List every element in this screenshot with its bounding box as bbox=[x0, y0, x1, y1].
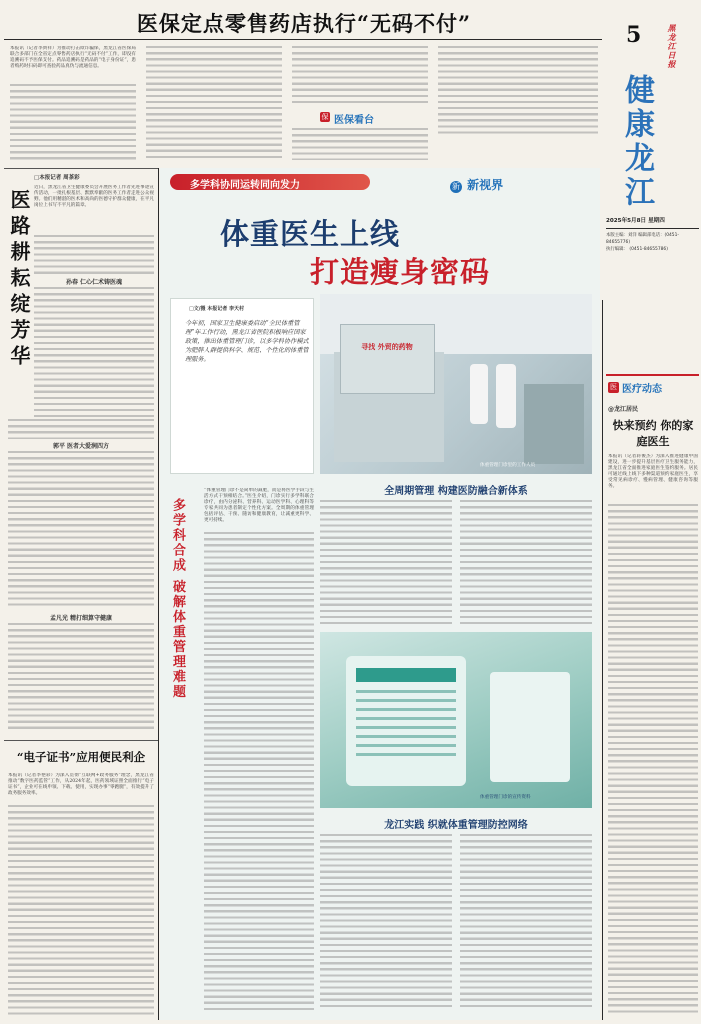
feature-side-title: 多学科合成 破解体重管理难题 bbox=[170, 498, 185, 700]
feature-body: “体重管理门诊不是简单的减肥，而是将医学手段与生活方式干预相结合。”医生介绍，门诊实行多学科联合诊疗，由内分泌科、营养科、运动医学科、心理科等专家共同为患者制定个性化方案。全周期的体重管理包括评估、干预、随访和健康教育，让减重更科学、更可持续。 bbox=[204, 488, 314, 524]
family-doctor-headline: 快来预约 你的家庭医生 bbox=[612, 419, 694, 448]
page-number: 5 bbox=[626, 22, 642, 48]
left-feature bbox=[4, 168, 158, 738]
family-doctor-body: 本报讯（记者蒋俊杰）为深入推进健康中国建设，进一步提升基层医疗卫生服务能力，黑龙江省全面推进家庭医生签约服务。居民可通过线上线下多种渠道预约家庭医生，享受常见病诊疗、慢病管理、健康咨询等服务。 bbox=[608, 454, 698, 490]
feature-brand: 新 新视界 bbox=[452, 178, 504, 192]
feature-kicker: 多学科协同运转同向发力 bbox=[170, 174, 370, 190]
masthead bbox=[604, 0, 701, 300]
feature-section1-title: 全周期管理 构建医防融合新体系 bbox=[384, 486, 528, 497]
feature-intro-box bbox=[170, 298, 314, 474]
e-certificate-story bbox=[4, 740, 158, 1020]
feature-intro: 今年初，国家卫生健康委启动“全民体重管理”年工作行动，黑龙江省医院积极响应国家政策，推出体重管理门诊，以多学科协作模式为肥胖人群提供科学、规范、个性化的体重管理服务。 bbox=[185, 320, 309, 363]
issue-date: 2025年5月8日 星期四 bbox=[606, 218, 665, 224]
new-vision-icon: 新 bbox=[452, 182, 460, 191]
top-story bbox=[4, 2, 602, 164]
feature-byline: □文/摄 本报记者 李天村 bbox=[189, 306, 245, 312]
left-sub-heading-2: 郭平 医者大爱润四方 bbox=[52, 443, 110, 450]
left-feature-title: 医路耕耘绽芳华 bbox=[7, 189, 31, 371]
medical-news-tag: 医 医疗动态 bbox=[606, 374, 699, 396]
e-certificate-headline: “电子证书”应用便民利企 bbox=[16, 750, 146, 764]
right-dateline: @龙江居民 bbox=[608, 406, 639, 413]
feature-photo-brochure bbox=[320, 632, 592, 808]
feature-headline-1: 体重医生上线 bbox=[220, 217, 401, 251]
top-story-lead: 本报讯（记者李典祥）为推动打击欺诈骗保，黑龙江省医保局联合多部门在全省定点零售药店执行“无码不付”工作，即没有追溯码不予医保支付。药品追溯码是药品的“电子身份证”，患者购药时扫码即可查验药品真伪与流通信息。 bbox=[10, 46, 136, 70]
left-sub-heading-3: 孟凡光 精打细算守健康 bbox=[49, 615, 113, 622]
right-column bbox=[604, 300, 701, 1020]
paper-name: 黑龙江日报 bbox=[667, 24, 676, 69]
left-feature-body: 近日，黑龙江省卫生健康委员会开展医务工作者先进事迹宣传活动，一批扎根基层、默默奉献的医务工作者走进公众视野。他们用精湛的医术和高尚的医德守护群众健康，在平凡岗位上书写不平凡的篇章。 bbox=[34, 185, 154, 209]
medical-insurance-icon: 保 bbox=[321, 113, 329, 121]
medical-news-icon: 医 bbox=[610, 383, 617, 391]
photo2-caption: 体重管理门诊的宣传资料 bbox=[480, 795, 531, 800]
top-story-headline: 医保定点零售药店执行“无码不付” bbox=[136, 11, 472, 36]
editor-line: 本版主编：刘洋 编辑部电话：(0451-84655776) 执行编辑： (0451-84655786) bbox=[606, 233, 679, 252]
left-feature-tag: □本报记者 周茶彩 bbox=[34, 175, 80, 181]
e-certificate-body: 本报讯（记者李艳彩）为深入贯彻“互联网+政务服务”理念，黑龙江省推动“数字医药监管”工作，从2024年起，医药领域证照全面推行“电子证书”，企业可在线申领、下载、使用，实现办事“零跑腿”，有效提升了政务服务效率。 bbox=[8, 773, 154, 797]
section-title: 健康龙江 bbox=[619, 74, 654, 210]
left-sub-heading-1: 孙春 仁心仁术铸医魂 bbox=[65, 279, 123, 286]
feature-section2-title: 龙江实践 织就体重管理防控网络 bbox=[384, 820, 528, 831]
top-story-tag: 保 医保看台 bbox=[321, 113, 374, 126]
photo-sign: 寻找 外贸的药物 bbox=[361, 343, 413, 351]
feature-headline-2: 打造瘦身密码 bbox=[310, 255, 491, 289]
photo-caption: 体重管理门诊里的工作人员 bbox=[480, 463, 536, 468]
feature-photo-clinic bbox=[320, 294, 592, 474]
feature-section bbox=[160, 168, 600, 1020]
